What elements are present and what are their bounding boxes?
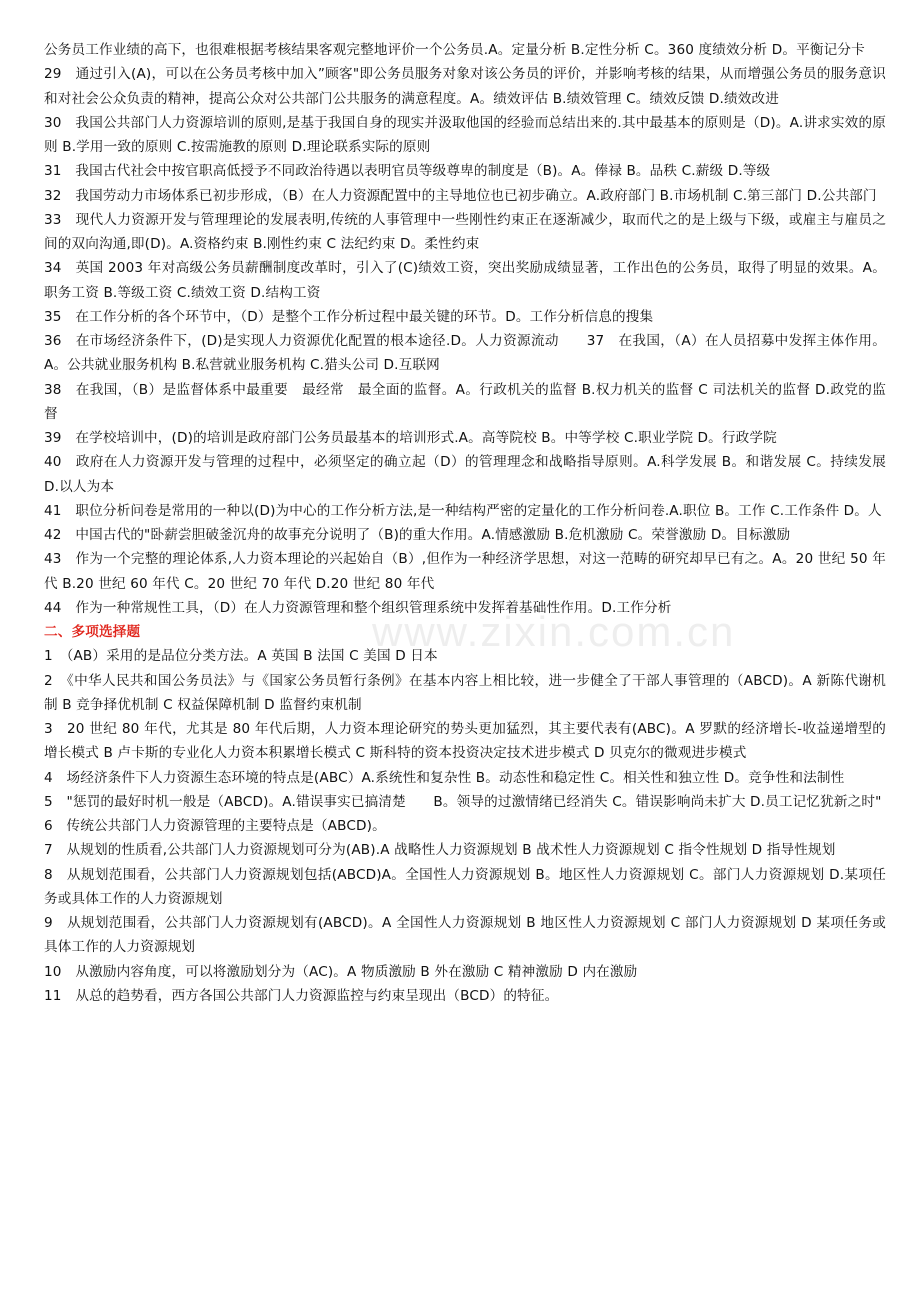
question-paragraph: 38 在我国，（B）是监督体系中最重要 最经常 最全面的监督。A。行政机关的监督 B.权力机关的监督 C 司法机关的监督 D.政党的监督 [44,381,886,422]
question-paragraph: 32 我国劳动力市场体系已初步形成，（B）在人力资源配置中的主导地位也已初步确立。A.政府部门 B.市场机制 C.第三部门 D.公共部门 [44,187,877,204]
question-paragraph: 29 通过引入(A)，可以在公务员考核中加入”顾客"即公务员服务对象对该公务员的评价，并影响考核的结果，从而增强公务员的服务意识和对社会公众负责的精神，提高公众对公共部门公共服务的满意程度。A。绩效评估 B.绩效管理 C。绩效反馈 D.绩效改进 [44,66,886,107]
question-paragraph: 36 在市场经济条件下，(D)是实现人力资源优化配置的根本途径.D。人力资源流动 37 在我国，（A）在人员招募中发挥主体作用。A。公共就业服务机构 B.私营就业服务机构 C.猎头公司 D.互联网 [44,333,886,374]
question-paragraph: 35 在工作分析的各个环节中，（D）是整个工作分析过程中最关键的环节。D。工作分析信息的搜集 [44,308,654,325]
question-paragraph: 9 从规划范围看，公共部门人力资源规划有(ABCD)。A 全国性人力资源规划 B 地区性人力资源规划 C 部门人力资源规划 D 某项任务或具体工作的人力资源规划 [44,915,886,956]
question-paragraph: 1 （AB）采用的是品位分类方法。A 英国 B 法国 C 美国 D 日本 [44,648,438,665]
question-paragraph: 42 中国古代的"卧薪尝胆破釜沉舟的故事充分说明了（B)的重大作用。A.情感激励 B.危机激励 C。荣誉激励 D。目标激励 [44,527,791,543]
question-paragraph: 44 作为一种常规性工具，（D）在人力资源管理和整个组织管理系统中发挥着基础性作用。D.工作分析 [44,599,672,616]
section-heading: 二、多项选择题 [44,624,141,640]
question-paragraph: 41 职位分析问卷是常用的一种以(D)为中心的工作分析方法,是一种结构严密的定量化的工作分析问卷.A.职位 B。工作 C.工作条件 D。人 [44,502,882,519]
question-paragraph: 31 我国古代社会中按官职高低授予不同政治待遇以表明官员等级尊卑的制度是（B)。A。俸禄 B。品秩 C.薪级 D.等级 [44,163,771,180]
question-paragraph: 6 传统公共部门人力资源管理的主要特点是（ABCD)。 [44,818,386,834]
question-paragraph: 33 现代人力资源开发与管理理论的发展表明,传统的人事管理中一些刚性约束正在逐渐减少，取而代之的是上级与下级，或雇主与雇员之间的双向沟通,即(D)。A.资格约束 B.刚性约束 C 法纪约束 D。柔性约束 [44,211,886,252]
question-paragraph: 8 从规划范围看，公共部门人力资源规划包括(ABCD)A。全国性人力资源规划 B。地区性人力资源规划 C。部门人力资源规划 D.某项任务或具体工作的人力资源规划 [44,866,886,907]
single-choice-section [44,38,886,620]
question-paragraph: 7 从规划的性质看,公共部门人力资源规划可分为(AB).A 战略性人力资源规划 B 战术性人力资源规划 C 指令性规划 D 指导性规划 [44,842,836,859]
question-paragraph: 公务员工作业绩的高下，也很难根据考核结果客观完整地评价一个公务员.A。定量分析 B.定性分析 C。360 度绩效分析 D。平衡记分卡 [44,42,865,58]
question-paragraph: 43 作为一个完整的理论体系,人力资本理论的兴起始自（B）,但作为一种经济学思想，对这一范畴的研究却早已有之。A。20 世纪 50 年代 B.20 世纪 60 年代 C。20 世纪 70 年代 D.20 世纪 80 年代 [44,551,886,592]
question-paragraph: 10 从激励内容角度，可以将激励划分为（AC)。A 物质激励 B 外在激励 C 精神激励 D 内在激励 [44,963,638,980]
question-paragraph: 3 20 世纪 80 年代，尤其是 80 年代后期，人力资本理论研究的势头更加猛烈，其主要代表有(ABC)。A 罗默的经济增长-收益递增型的增长模式 B 卢卡斯的专业化人力资本积累增长模式 C 斯科特的资本投资决定技术进步模式 D 贝克尔的微观进步模式 [44,721,886,762]
multi-choice-section [44,644,886,1008]
document-page [44,38,886,1008]
question-paragraph: 5 "惩罚的最好时机一般是（ABCD)。A.错误事实已搞清楚 B。领导的过激情绪已经消失 C。错误影响尚未扩大 D.员工记忆犹新之时" [44,793,882,810]
question-paragraph: 34 英国 2003 年对高级公务员薪酬制度改革时，引入了(C)绩效工资，突出奖励成绩显著，工作出色的公务员，取得了明显的效果。A。职务工资 B.等级工资 C.绩效工资 D.结构工资 [44,260,886,301]
question-paragraph: 30 我国公共部门人力资源培训的原则,是基于我国自身的现实并汲取他国的经验而总结出来的.其中最基本的原则是（D)。A.讲求实效的原则 B.学用一致的原则 C.按需施教的原则 D.理论联系实际的原则 [44,114,886,155]
question-paragraph: 2 《中华人民共和国公务员法》与《国家公务员暂行条例》在基本内容上相比较，进一步健全了干部人事管理的（ABCD)。A 新陈代谢机制 B 竞争择优机制 C 权益保障机制 D 监督约束机制 [44,672,886,713]
question-paragraph: 4 场经济条件下人力资源生态环境的特点是(ABC）A.系统性和复杂性 B。动态性和稳定性 C。相关性和独立性 D。竞争性和法制性 [44,769,845,786]
question-paragraph: 39 在学校培训中，(D)的培训是政府部门公务员最基本的培训形式.A。高等院校 B。中等学校 C.职业学院 D。行政学院 [44,430,777,446]
question-paragraph: 11 从总的趋势看，西方各国公共部门人力资源监控与约束呈现出（BCD）的特征。 [44,987,559,1004]
watermark-text: www.zixin.com.cn [372,608,736,655]
question-paragraph: 40 政府在人力资源开发与管理的过程中，必须坚定的确立起（D）的管理理念和战略指导原则。A.科学发展 B。和谐发展 C。持续发展 D.以人为本 [44,454,886,495]
